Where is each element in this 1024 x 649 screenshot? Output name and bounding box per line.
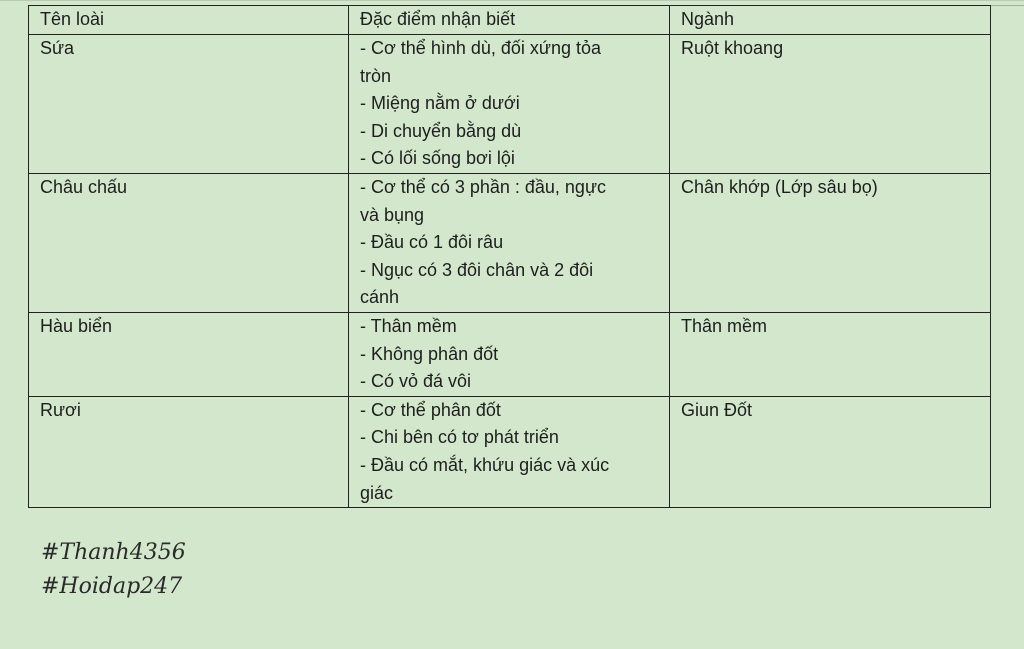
feature-line: - Đầu có mắt, khứu giác và xúc xyxy=(360,454,610,475)
feature-line: tròn xyxy=(360,65,392,86)
species-name-cell: Hàu biển xyxy=(29,313,349,397)
header-identifying-features: Đặc điểm nhận biết xyxy=(349,6,670,35)
species-table xyxy=(28,5,991,508)
phylum-cell: Giun Đốt xyxy=(670,396,991,507)
hashtag-author: #Thanh4356 xyxy=(41,540,186,565)
page-margin-rule xyxy=(990,0,1024,6)
feature-line: - Cơ thể hình dù, đối xứng tỏa xyxy=(360,38,601,58)
species-name-cell: Châu chấu xyxy=(29,174,349,313)
species-name-cell: Rươi xyxy=(29,396,349,507)
phylum-cell: Thân mềm xyxy=(670,313,991,397)
feature-line: - Cơ thể có 3 phần : đầu, ngực xyxy=(360,177,606,197)
table-row xyxy=(29,396,991,507)
feature-line: - Có vỏ đá vôi xyxy=(360,371,472,392)
phylum-cell: Ruột khoang xyxy=(670,35,991,174)
features-cell xyxy=(349,313,670,397)
hashtag-site: #Hoidap247 xyxy=(41,574,183,599)
feature-line: - Thân mềm xyxy=(360,316,457,336)
feature-line: cánh xyxy=(360,287,400,308)
hashtag-signature xyxy=(41,536,186,604)
feature-line: - Chi bên có tơ phát triển xyxy=(360,427,559,448)
table-header-row xyxy=(29,6,991,35)
feature-line: - Cơ thể phân đốt xyxy=(360,399,501,420)
table-row xyxy=(29,35,991,174)
feature-line: - Miệng nằm ở dưới xyxy=(360,93,520,114)
feature-line: và bụng xyxy=(360,204,425,225)
feature-line: - Đầu có 1 đôi râu xyxy=(360,232,504,253)
species-name-cell: Sứa xyxy=(29,35,349,174)
header-phylum: Ngành xyxy=(670,6,991,35)
feature-line: giác xyxy=(360,482,394,503)
table-row xyxy=(29,313,991,397)
features-cell xyxy=(349,396,670,507)
header-species-name: Tên loài xyxy=(29,6,349,35)
feature-line: - Có lối sống bơi lội xyxy=(360,148,515,169)
feature-line: - Ngục có 3 đôi chân và 2 đôi xyxy=(360,259,594,280)
feature-line: - Di chuyển bằng dù xyxy=(360,120,522,141)
table-row xyxy=(29,174,991,313)
features-cell xyxy=(349,35,670,174)
phylum-cell: Chân khớp (Lớp sâu bọ) xyxy=(670,174,991,313)
features-cell xyxy=(349,174,670,313)
feature-line: - Không phân đốt xyxy=(360,343,499,364)
top-edge-line xyxy=(0,0,1024,1)
